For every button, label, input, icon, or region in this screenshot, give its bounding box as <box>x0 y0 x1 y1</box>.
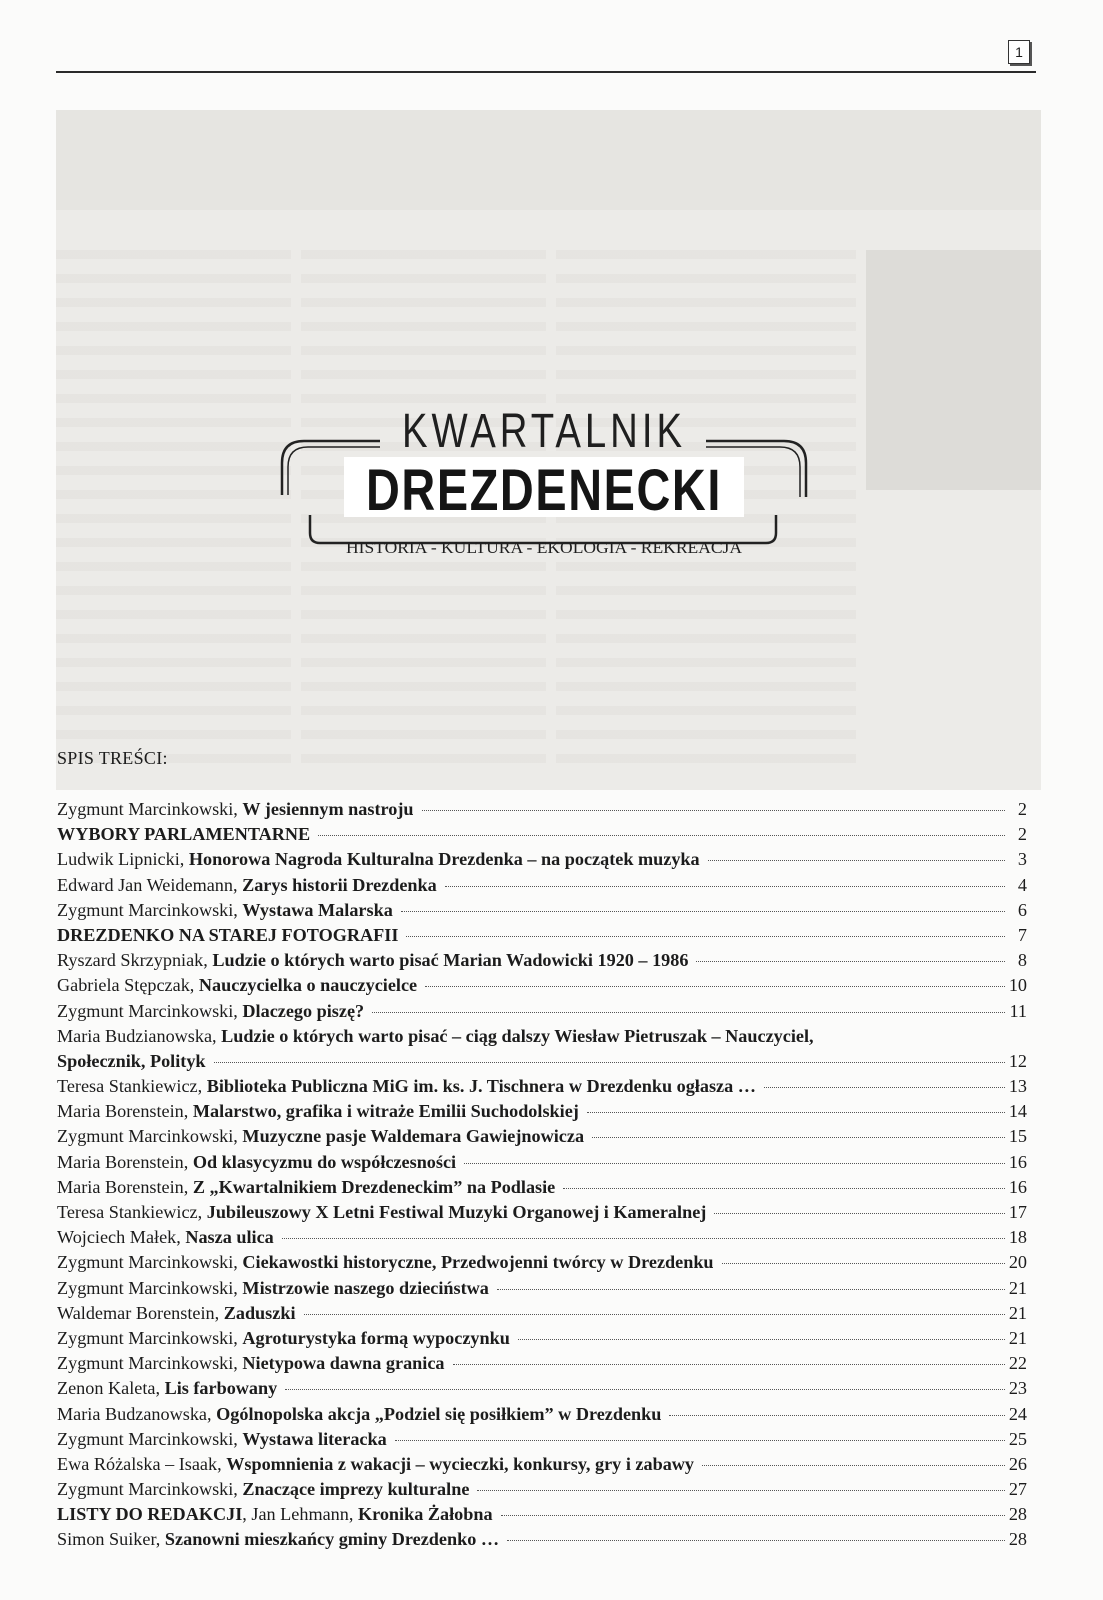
toc-author: Zygmunt Marcinkowski, <box>57 1353 243 1374</box>
toc-title: Z „Kwartalnikiem Drezdeneckim” na Podlasie <box>192 1176 556 1197</box>
toc-page-number: 28 <box>1008 1504 1027 1525</box>
toc-entry-text <box>57 923 398 948</box>
toc-page-number: 25 <box>1008 1428 1027 1449</box>
dot-leader <box>702 1465 1005 1466</box>
toc-author: Zygmunt Marcinkowski, <box>57 1252 243 1273</box>
toc-page-number: 12 <box>1008 1050 1027 1071</box>
toc-title: Malarstwo, grafika i witraże Emilii Suchodolskiej <box>192 1101 579 1122</box>
dot-leader <box>422 810 1005 811</box>
dot-leader <box>453 1364 1005 1365</box>
toc-title: Ciekawostki historyczne, Przedwojenni twórcy w Drezdenku <box>242 1252 714 1273</box>
toc-title: Agroturystyka formą wypoczynku <box>242 1327 510 1348</box>
toc-title: Nauczycielka o nauczycielce <box>198 975 418 996</box>
toc-page-number: 3 <box>1017 849 1027 870</box>
toc-entry <box>57 1200 1027 1225</box>
toc-title: Znaczące imprezy kulturalne <box>242 1479 470 1500</box>
dot-leader <box>464 1163 1005 1164</box>
toc-title: Wspomnienia z wakacji – wycieczki, konkursy, gry i zabawy <box>226 1453 695 1474</box>
toc-title: Ogólnopolska akcja „Podziel się posiłkiem” w Drezdenku <box>216 1403 662 1424</box>
toc-entry-text <box>57 898 393 923</box>
toc-section-title: LISTY DO REDAKCJI <box>57 1504 243 1525</box>
toc-entry <box>57 1301 1027 1326</box>
toc-entry-text <box>57 1477 469 1502</box>
toc-entry <box>57 797 1027 822</box>
toc-entry <box>57 1477 1027 1502</box>
toc-title: Zarys historii Drezdenka <box>242 874 437 895</box>
logo-tagline: HISTORIA - KULTURA - EKOLOGIA - REKREACJA <box>346 538 743 557</box>
toc-title: Ludzie o których warto pisać – ciąg dalszy Wiesław Pietruszak – Nauczyciel, <box>221 1025 814 1046</box>
toc-title: Muzyczne pasje Waldemara Gawiejnowicza <box>242 1126 585 1147</box>
toc-title: W jesiennym nastroju <box>242 799 414 819</box>
toc-entry-line <box>57 1049 1027 1074</box>
toc-entry-text <box>57 1099 579 1124</box>
toc-entry-text <box>57 1150 456 1175</box>
toc-title: Lis farbowany <box>164 1378 278 1399</box>
toc-entry-text <box>57 1200 706 1225</box>
logo-line1: KWARTALNIK <box>402 405 686 458</box>
toc-entry <box>57 1527 1027 1552</box>
toc-page-number: 7 <box>1017 924 1027 945</box>
toc-page-number: 24 <box>1008 1403 1027 1424</box>
toc-entry <box>57 1124 1027 1149</box>
toc-author: Maria Borenstein, <box>57 1151 193 1172</box>
toc-page-number: 22 <box>1008 1353 1027 1374</box>
toc-page-number: 18 <box>1008 1227 1027 1248</box>
table-of-contents <box>57 797 1027 1553</box>
toc-page-number: 13 <box>1008 1076 1027 1097</box>
toc-entry-text <box>57 1502 493 1527</box>
dot-leader <box>764 1087 1005 1088</box>
toc-author: Maria Budzianowska, <box>57 1025 222 1046</box>
magazine-logo <box>280 405 808 580</box>
background-text-column <box>56 250 291 770</box>
toc-entry-text <box>57 1276 489 1301</box>
dot-leader <box>282 1238 1005 1239</box>
dot-leader <box>563 1188 1005 1189</box>
toc-title: Szanowni mieszkańcy gminy Drezdenko … <box>164 1529 500 1550</box>
toc-title: Wystawa literacka <box>242 1428 387 1449</box>
logo-line2: DREZDENECKI <box>366 458 722 523</box>
dot-leader <box>401 911 1005 912</box>
toc-entry <box>57 1502 1027 1527</box>
toc-page-number: 21 <box>1008 1277 1027 1298</box>
toc-page-number: 16 <box>1008 1151 1027 1172</box>
toc-entry-text <box>57 873 437 898</box>
header-rule <box>56 71 1036 73</box>
toc-title: Ludzie o których warto pisać Marian Wadowicki 1920 – 1986 <box>212 950 689 971</box>
toc-entry-text <box>57 797 414 822</box>
toc-page-number: 17 <box>1008 1202 1027 1223</box>
toc-page-number: 4 <box>1017 874 1027 895</box>
toc-entry-text <box>57 1175 555 1200</box>
toc-author: Zenon Kaleta, <box>57 1378 165 1399</box>
toc-entry <box>57 1150 1027 1175</box>
dot-leader <box>587 1112 1005 1113</box>
toc-title: Biblioteka Publiczna MiG im. ks. J. Tischnera w Drezdenku ogłasza … <box>206 1076 756 1097</box>
toc-page-number: 11 <box>1009 1000 1027 1021</box>
toc-entry <box>57 1099 1027 1124</box>
toc-page-number: 28 <box>1008 1529 1027 1550</box>
toc-page-number: 6 <box>1017 899 1027 920</box>
toc-entry <box>57 948 1027 973</box>
toc-section-title: WYBORY PARLAMENTARNE <box>57 824 311 845</box>
dot-leader <box>304 1314 1005 1315</box>
toc-author: Zygmunt Marcinkowski, <box>57 1126 243 1147</box>
toc-author: Zygmunt Marcinkowski, <box>57 799 243 819</box>
toc-page-number: 2 <box>1017 799 1027 819</box>
toc-author: Zygmunt Marcinkowski, <box>57 1000 243 1021</box>
dot-leader <box>395 1440 1005 1441</box>
toc-page-number: 20 <box>1008 1252 1027 1273</box>
toc-page-number: 15 <box>1008 1126 1027 1147</box>
toc-author: , Jan Lehmann, <box>242 1504 358 1525</box>
toc-entry-text <box>57 847 700 872</box>
toc-entry <box>57 822 1027 847</box>
toc-page-number: 10 <box>1008 975 1027 996</box>
toc-entry-line <box>57 1024 1027 1049</box>
toc-title: Honorowa Nagroda Kulturalna Drezdenka – na początek muzyka <box>188 849 700 870</box>
toc-title: Nietypowa dawna granica <box>242 1353 445 1374</box>
toc-author: Zygmunt Marcinkowski, <box>57 1479 243 1500</box>
background-band <box>56 110 1041 210</box>
toc-title: Dlaczego piszę? <box>242 1000 365 1021</box>
toc-entry-text <box>57 1402 661 1427</box>
dot-leader <box>406 936 1005 937</box>
dot-leader <box>425 986 1005 987</box>
toc-entry-text <box>57 948 688 973</box>
toc-entry <box>57 1326 1027 1351</box>
toc-page-number: 21 <box>1008 1327 1027 1348</box>
toc-author: Waldemar Borenstein, <box>57 1302 224 1323</box>
toc-page-number: 21 <box>1008 1302 1027 1323</box>
toc-title: Jubileuszowy X Letni Festiwal Muzyki Organowej i Kameralnej <box>206 1202 707 1223</box>
toc-entry <box>57 973 1027 998</box>
dot-leader <box>507 1540 1005 1541</box>
toc-author: Zygmunt Marcinkowski, <box>57 1327 243 1348</box>
toc-title: Mistrzowie naszego dzieciństwa <box>242 1277 489 1298</box>
background-photo <box>866 250 1041 490</box>
toc-entry <box>57 1452 1027 1477</box>
toc-author: Wojciech Małek, <box>57 1227 186 1248</box>
toc-entry-text <box>57 1074 756 1099</box>
toc-entry-text <box>57 1452 694 1477</box>
toc-author: Simon Suiker, <box>57 1529 165 1550</box>
toc-entry-text <box>57 1376 277 1401</box>
toc-entry <box>57 1276 1027 1301</box>
toc-page-number: 2 <box>1017 824 1027 845</box>
toc-entry <box>57 1074 1027 1099</box>
page-number: 1 <box>1008 40 1030 64</box>
toc-entry-text <box>57 1301 296 1326</box>
toc-entry-text <box>57 1250 714 1275</box>
toc-entry <box>57 1402 1027 1427</box>
toc-entry <box>57 1376 1027 1401</box>
toc-entry-text <box>57 1427 387 1452</box>
dot-leader <box>708 860 1005 861</box>
toc-entry-text <box>57 1225 274 1250</box>
dot-leader <box>214 1062 1005 1063</box>
toc-author: Zygmunt Marcinkowski, <box>57 1277 243 1298</box>
toc-title: Nasza ulica <box>185 1227 274 1248</box>
toc-author: Edward Jan Weidemann, <box>57 874 243 895</box>
toc-title: Wystawa Malarska <box>242 899 393 920</box>
toc-heading: SPIS TREŚCI: <box>57 748 168 768</box>
toc-author: Teresa Stankiewicz, <box>57 1202 207 1223</box>
toc-author: Maria Borenstein, <box>57 1176 193 1197</box>
dot-leader <box>285 1389 1005 1390</box>
toc-entry-text <box>57 1326 510 1351</box>
toc-entry <box>57 1024 1027 1074</box>
toc-page-number: 16 <box>1008 1176 1027 1197</box>
toc-page-number: 27 <box>1008 1479 1027 1500</box>
toc-entry <box>57 1175 1027 1200</box>
dot-leader <box>592 1137 1005 1138</box>
toc-page-number: 26 <box>1008 1453 1027 1474</box>
dot-leader <box>722 1263 1005 1264</box>
toc-entry <box>57 923 1027 948</box>
toc-entry <box>57 999 1027 1024</box>
toc-entry-text <box>57 1124 584 1149</box>
toc-entry <box>57 873 1027 898</box>
dot-leader <box>696 961 1005 962</box>
toc-title: Kronika Żałobna <box>357 1504 493 1525</box>
toc-entry-text <box>57 999 364 1024</box>
dot-leader <box>669 1415 1004 1416</box>
toc-page-number: 23 <box>1008 1378 1027 1399</box>
dot-leader <box>518 1339 1005 1340</box>
toc-title: Od klasycyzmu do współczesności <box>192 1151 457 1172</box>
toc-entry-text <box>57 973 417 998</box>
toc-entry <box>57 1427 1027 1452</box>
toc-title: Zaduszki <box>223 1302 296 1323</box>
toc-author: Gabriela Stępczak, <box>57 975 199 996</box>
toc-section-title: DREZDENKO NA STAREJ FOTOGRAFII <box>57 924 399 945</box>
toc-author: Ewa Różalska – Isaak, <box>57 1453 227 1474</box>
dot-leader <box>372 1012 1005 1013</box>
dot-leader <box>477 1490 1004 1491</box>
toc-title-continued: Społecznik, Polityk <box>57 1050 206 1071</box>
toc-entry-text <box>57 1351 445 1376</box>
toc-author: Ludwik Lipnicki, <box>57 849 189 870</box>
toc-entry-text <box>57 1527 499 1552</box>
toc-author: Ryszard Skrzypniak, <box>57 950 213 971</box>
toc-entry <box>57 847 1027 872</box>
dot-leader <box>318 835 1005 836</box>
toc-entry <box>57 1250 1027 1275</box>
dot-leader <box>714 1213 1004 1214</box>
dot-leader <box>501 1515 1005 1516</box>
toc-author: Maria Budzanowska, <box>57 1403 217 1424</box>
toc-entry <box>57 1351 1027 1376</box>
toc-author: Teresa Stankiewicz, <box>57 1076 207 1097</box>
toc-author: Zygmunt Marcinkowski, <box>57 899 243 920</box>
toc-author: Maria Borenstein, <box>57 1101 193 1122</box>
dot-leader <box>497 1289 1005 1290</box>
toc-entry <box>57 1225 1027 1250</box>
toc-entry-text <box>57 822 310 847</box>
toc-entry <box>57 898 1027 923</box>
toc-author: Zygmunt Marcinkowski, <box>57 1428 243 1449</box>
toc-page-number: 8 <box>1017 950 1027 971</box>
dot-leader <box>445 886 1005 887</box>
toc-page-number: 14 <box>1008 1101 1027 1122</box>
